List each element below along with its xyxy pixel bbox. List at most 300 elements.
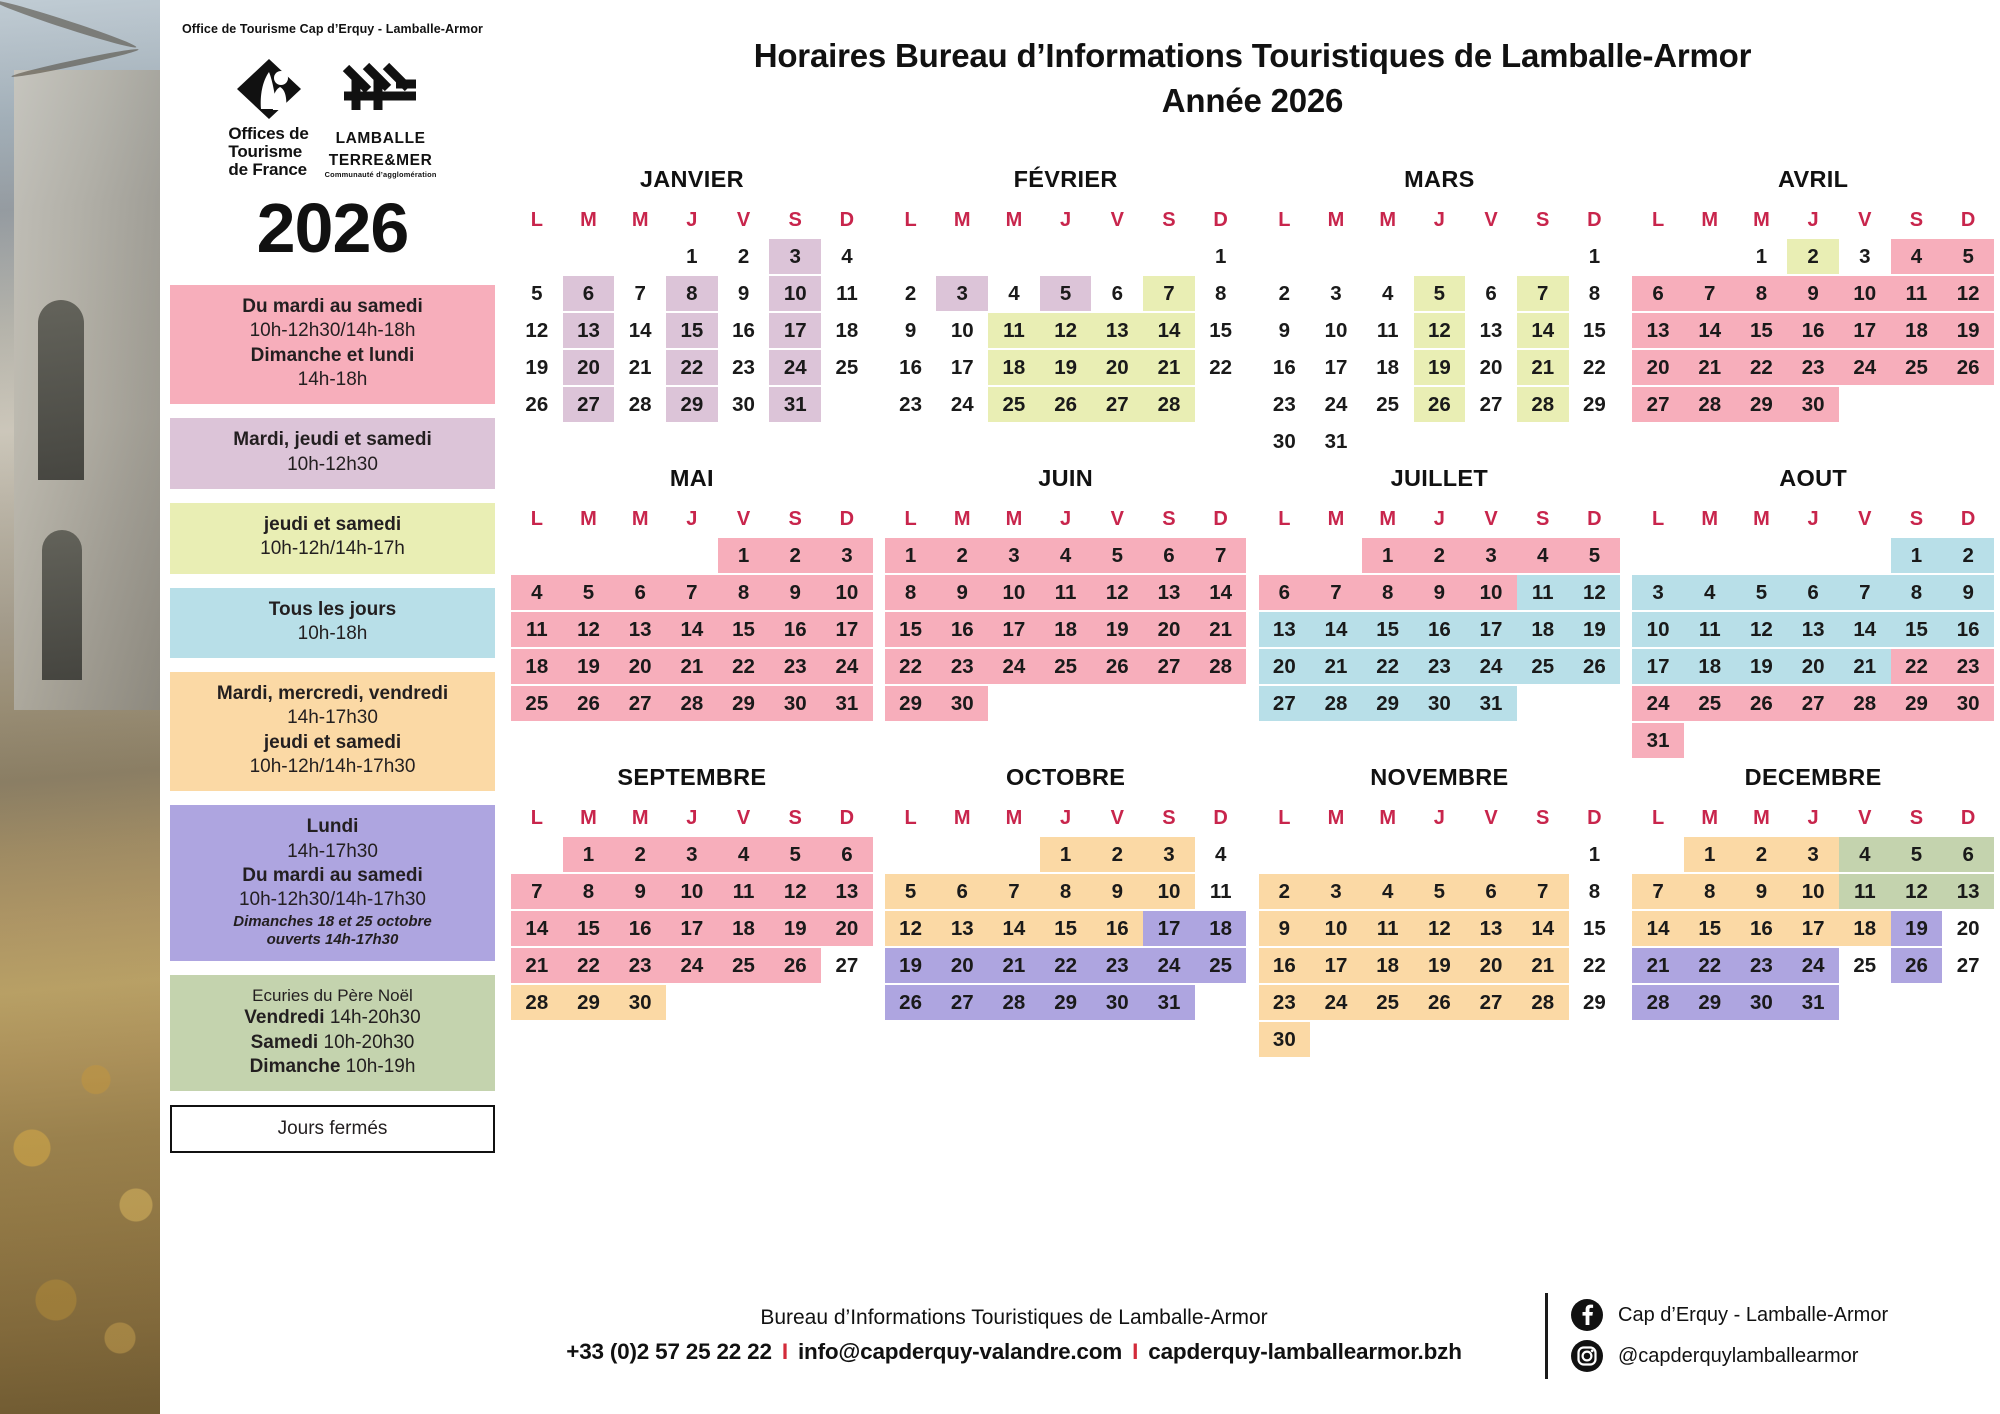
day-cell: 28 xyxy=(628,392,652,416)
day-cell: 13 xyxy=(1479,318,1503,342)
weekday-label: L xyxy=(1278,209,1291,231)
day-cell-pink: 6 xyxy=(821,837,873,872)
day-cell-pink: 12 xyxy=(1091,575,1143,610)
day-cell-purple: 18 xyxy=(1195,911,1247,946)
offices-tourisme-france-logo xyxy=(228,58,308,178)
day-cell-orange: 16 xyxy=(1736,911,1788,946)
day-cell-orange: 13 xyxy=(1465,911,1517,946)
day-cell-empty xyxy=(1195,985,1247,1020)
day-cell-orange: 28 xyxy=(511,985,563,1020)
day-cell-blue: 16 xyxy=(1414,612,1466,647)
day-cell: 18 xyxy=(835,318,859,342)
weekday-label: L xyxy=(904,508,917,530)
month-name: AOUT xyxy=(1779,465,1848,491)
day-cell-pink: 22 xyxy=(1891,649,1943,684)
day-cell-orange: 27 xyxy=(1465,985,1517,1020)
month-name: JUILLET xyxy=(1390,465,1489,491)
otf-line3: de France xyxy=(228,159,307,179)
day-cell-pink: 13 xyxy=(821,874,873,909)
day-cell-orange: 8 xyxy=(1684,874,1736,909)
day-cell: 15 xyxy=(1209,318,1233,342)
day-cell: 4 xyxy=(1008,281,1020,305)
day-cell-orange: 2 xyxy=(1736,837,1788,872)
day-cell-purple: 21 xyxy=(988,948,1040,983)
weekday-label: M xyxy=(631,209,649,231)
legend-day-hours: 10h-20h30 xyxy=(318,1031,415,1053)
day-cell-blue: 13 xyxy=(1259,612,1311,647)
day-cell-pink: 12 xyxy=(1942,276,1994,311)
day-cell-orange: 9 xyxy=(1736,874,1788,909)
day-cell-pink: 23 xyxy=(1787,350,1839,385)
day-cell-purple: 23 xyxy=(1091,948,1143,983)
legend-line: Ecuries du Père Noël xyxy=(252,985,413,1005)
day-cell-empty xyxy=(1839,538,1891,573)
month-février xyxy=(879,166,1253,459)
day-cell: 23 xyxy=(899,392,922,416)
day-cell-pink: 6 xyxy=(1143,538,1195,573)
day-cell-empty xyxy=(1684,538,1736,573)
day-cell: 19 xyxy=(525,355,549,379)
day-cell-empty xyxy=(1414,837,1466,872)
day-cell-pink: 11 xyxy=(1040,575,1092,610)
day-cell-empty xyxy=(1310,1022,1362,1057)
day-cell-pink: 9 xyxy=(614,874,666,909)
day-cell-pink: 28 xyxy=(1684,387,1736,422)
month-novembre xyxy=(1253,764,1627,1057)
instagram-row[interactable] xyxy=(1570,1339,2000,1373)
day-cell-yellow: 14 xyxy=(1517,313,1569,348)
days-grid xyxy=(1632,837,1994,1020)
weekday-label: J xyxy=(1060,209,1072,231)
weekday-label: J xyxy=(1807,508,1819,530)
day-cell-empty xyxy=(1632,538,1684,573)
day-cell-empty xyxy=(1465,837,1517,872)
day-cell-pink: 20 xyxy=(614,649,666,684)
day-cell-pink: 15 xyxy=(563,911,615,946)
day-cell-orange: 14 xyxy=(1632,911,1684,946)
day-cell-pink: 19 xyxy=(563,649,615,684)
day-cell-mauve: 6 xyxy=(563,276,615,311)
day-cell-pink: 5 xyxy=(1942,239,1994,274)
day-cell-empty xyxy=(718,985,770,1020)
weekday-label: S xyxy=(1162,209,1176,231)
day-cell: 9 xyxy=(904,318,917,342)
day-cell-blue: 7 xyxy=(1839,575,1891,610)
day-cell-mauve: 22 xyxy=(666,350,718,385)
day-cell-pink: 31 xyxy=(821,686,873,721)
day-cell-pink: 17 xyxy=(666,911,718,946)
day-cell-orange: 3 xyxy=(1143,837,1195,872)
month-name: NOVEMBRE xyxy=(1370,764,1509,790)
day-cell-empty xyxy=(1310,538,1362,573)
day-cell: 31 xyxy=(1324,429,1348,453)
day-cell: 26 xyxy=(525,392,549,416)
day-cell-blue: 8 xyxy=(1891,575,1943,610)
day-cell-orange: 24 xyxy=(1310,985,1362,1020)
weekday-label: M xyxy=(631,807,649,829)
day-cell: 27 xyxy=(1956,953,1980,977)
instagram-icon xyxy=(1570,1339,1604,1373)
weekday-label: J xyxy=(1060,807,1072,829)
day-cell-empty xyxy=(1891,723,1943,758)
day-cell-purple: 24 xyxy=(1143,948,1195,983)
weekday-label: L xyxy=(904,209,917,231)
day-cell-pink: 22 xyxy=(885,649,937,684)
weekday-label: L xyxy=(1651,209,1665,231)
weekday-label: M xyxy=(580,807,597,829)
legend-day-name: Dimanche xyxy=(249,1056,341,1077)
day-cell-yellow: 7 xyxy=(1143,276,1195,311)
autumn-leaves xyxy=(0,1034,160,1414)
day-cell-orange: 14 xyxy=(1517,911,1569,946)
day-cell-empty xyxy=(1517,686,1569,721)
day-cell-empty xyxy=(1891,985,1943,1020)
day-cell-pink: 3 xyxy=(1465,538,1517,573)
day-cell-empty xyxy=(988,837,1040,872)
lt-line1: LAMBALLE xyxy=(335,130,426,147)
day-cell-pink: 8 xyxy=(1736,276,1788,311)
day-cell-pink: 17 xyxy=(1839,313,1891,348)
footer-website[interactable]: capderquy-lamballearmor.bzh xyxy=(1148,1339,1462,1364)
footer-contact-line xyxy=(505,1339,1523,1365)
day-cell-orange: 3 xyxy=(1310,874,1362,909)
weekday-label: M xyxy=(1005,209,1023,231)
day-cell-empty xyxy=(769,985,821,1020)
day-cell-orange: 12 xyxy=(885,911,937,946)
day-cell-pink: 10 xyxy=(988,575,1040,610)
day-cell: 16 xyxy=(732,318,755,342)
day-cell-purple: 28 xyxy=(1632,985,1684,1020)
weekday-label: M xyxy=(953,209,971,231)
day-cell-mauve: 3 xyxy=(936,276,988,311)
legend-item-green xyxy=(170,975,495,1092)
day-cell-blue: 19 xyxy=(1569,612,1621,647)
day-cell-mauve: 31 xyxy=(769,387,821,422)
day-cell-pink: 15 xyxy=(885,612,937,647)
day-cell-pink: 19 xyxy=(1091,612,1143,647)
weekday-label: M xyxy=(1327,807,1345,829)
legend-line: 10h-12h30 xyxy=(287,453,378,475)
day-cell-pink: 2 xyxy=(769,538,821,573)
day-cell-orange: 18 xyxy=(1839,911,1891,946)
day-cell-empty xyxy=(1310,837,1362,872)
day-cell-pink: 12 xyxy=(769,874,821,909)
day-cell-empty xyxy=(1040,686,1092,721)
day-cell: 9 xyxy=(737,281,750,305)
legend-list xyxy=(170,285,495,1091)
day-cell-green: 6 xyxy=(1942,837,1994,872)
page-title xyxy=(505,0,2000,123)
day-cell-pink: 28 xyxy=(1839,686,1891,721)
day-cell: 11 xyxy=(836,281,858,305)
day-cell-blue: 10 xyxy=(1632,612,1684,647)
day-cell: 12 xyxy=(525,318,549,342)
weekday-header-row xyxy=(885,209,1247,232)
legend-line: Mardi, mercredi, vendredi xyxy=(216,683,449,705)
day-cell-empty xyxy=(936,837,988,872)
legend-item-yellow xyxy=(170,503,495,574)
day-cell: 8 xyxy=(1214,281,1227,305)
day-cell-pink: 18 xyxy=(1040,612,1092,647)
day-cell-mauve: 3 xyxy=(769,239,821,274)
weekday-label: M xyxy=(1379,209,1397,231)
closed-days-legend: Jours fermés xyxy=(170,1105,495,1153)
day-cell: 15 xyxy=(1582,916,1606,940)
day-cell: 1 xyxy=(1755,244,1768,268)
weekday-label: M xyxy=(1701,209,1719,231)
main-panel xyxy=(505,0,2000,1414)
day-cell-yellow: 25 xyxy=(988,387,1040,422)
day-cell-mauve: 17 xyxy=(769,313,821,348)
day-cell-pink: 1 xyxy=(885,538,937,573)
day-cell: 16 xyxy=(899,355,922,379)
days-grid xyxy=(885,239,1247,422)
day-cell: 29 xyxy=(1582,990,1606,1014)
legend-line: 10h-12h/14h-17h30 xyxy=(249,756,416,778)
legend-line xyxy=(178,1031,487,1055)
day-cell-blue: 4 xyxy=(1684,575,1736,610)
day-cell-pink: 6 xyxy=(1259,575,1311,610)
day-cell-blue: 28 xyxy=(1310,686,1362,721)
weekday-label: V xyxy=(736,807,751,829)
day-cell-yellow: 2 xyxy=(1787,239,1839,274)
day-cell-blue: 15 xyxy=(1362,612,1414,647)
day-cell-purple: 25 xyxy=(1195,948,1247,983)
facebook-row[interactable] xyxy=(1570,1298,2000,1332)
weekday-label: M xyxy=(1753,508,1770,530)
day-cell-pink: 25 xyxy=(511,686,563,721)
day-cell-mauve: 5 xyxy=(1040,276,1092,311)
weekday-label: M xyxy=(580,209,597,231)
day-cell-pink: 26 xyxy=(1942,350,1994,385)
footer-email[interactable]: info@capderquy-valandre.com xyxy=(797,1339,1123,1364)
day-cell-orange: 12 xyxy=(1414,911,1466,946)
day-cell-blue: 26 xyxy=(1569,649,1621,684)
day-cell-blue: 19 xyxy=(1736,649,1788,684)
day-cell: 8 xyxy=(1588,879,1601,903)
legend-day-hours: 14h-20h30 xyxy=(324,1007,421,1029)
weekday-label: D xyxy=(1587,209,1602,231)
footer-office-name: Bureau d’Informations Touristiques de Lamballe-Armor xyxy=(760,1306,1268,1329)
day-cell-orange: 19 xyxy=(1414,948,1466,983)
day-cell-blue: 6 xyxy=(1787,575,1839,610)
day-cell-blue: 14 xyxy=(1839,612,1891,647)
day-cell-empty xyxy=(1684,239,1736,274)
day-cell-pink: 30 xyxy=(1942,686,1994,721)
day-cell-orange: 4 xyxy=(1362,874,1414,909)
day-cell-empty xyxy=(1143,686,1195,721)
day-cell-purple: 26 xyxy=(1891,948,1943,983)
day-cell-pink: 23 xyxy=(614,948,666,983)
day-cell-empty xyxy=(936,239,988,274)
weekday-label: J xyxy=(1060,508,1072,530)
day-cell-pink: 29 xyxy=(718,686,770,721)
day-cell-empty xyxy=(563,538,615,573)
day-cell-blue: 2 xyxy=(1942,538,1994,573)
day-cell-pink: 14 xyxy=(1684,313,1736,348)
lt-subtitle: Communauté d’agglomération xyxy=(324,170,437,179)
day-cell-purple: 30 xyxy=(1091,985,1143,1020)
day-cell-pink: 22 xyxy=(563,948,615,983)
weekday-label: D xyxy=(1960,508,1976,530)
day-cell-orange: 2 xyxy=(1259,874,1311,909)
day-cell-orange: 15 xyxy=(1684,911,1736,946)
day-cell-pink: 9 xyxy=(1787,276,1839,311)
day-cell-pink: 5 xyxy=(563,575,615,610)
day-cell-yellow: 20 xyxy=(1091,350,1143,385)
day-cell: 25 xyxy=(835,355,859,379)
day-cell-orange: 7 xyxy=(988,874,1040,909)
day-cell: 16 xyxy=(1272,355,1296,379)
month-name: OCTOBRE xyxy=(1006,764,1126,790)
day-cell-blue: 20 xyxy=(1259,649,1311,684)
footer-phone[interactable]: +33 (0)2 57 25 22 22 xyxy=(566,1339,772,1364)
day-cell-empty xyxy=(1259,239,1311,274)
weekday-header-row xyxy=(885,807,1247,830)
day-cell: 29 xyxy=(1582,392,1606,416)
day-cell-pink: 24 xyxy=(666,948,718,983)
day-cell-blue: 12 xyxy=(1569,575,1621,610)
day-cell: 4 xyxy=(1214,842,1227,866)
weekday-label: L xyxy=(530,209,543,231)
day-cell-empty xyxy=(1259,837,1311,872)
day-cell-empty xyxy=(1040,239,1092,274)
day-cell-pink: 24 xyxy=(821,649,873,684)
day-cell-empty xyxy=(1091,686,1143,721)
day-cell-mauve: 13 xyxy=(563,313,615,348)
day-cell-yellow: 14 xyxy=(1143,313,1195,348)
day-cell-purple: 19 xyxy=(1891,911,1943,946)
day-cell-blue: 18 xyxy=(1684,649,1736,684)
weekday-header-row xyxy=(1632,807,1994,830)
month-decembre xyxy=(1626,764,2000,1057)
day-cell-pink: 23 xyxy=(936,649,988,684)
weekday-label: D xyxy=(839,807,855,829)
weekday-label: L xyxy=(1651,508,1665,530)
legend-item-pink xyxy=(170,285,495,404)
day-cell-pink: 14 xyxy=(1195,575,1247,610)
day-cell-pink: 4 xyxy=(1040,538,1092,573)
footer-contact xyxy=(505,1306,1523,1365)
day-cell-pink: 16 xyxy=(614,911,666,946)
day-cell-orange: 26 xyxy=(1414,985,1466,1020)
day-cell-yellow: 21 xyxy=(1517,350,1569,385)
day-cell-orange: 6 xyxy=(1465,874,1517,909)
day-cell-pink: 25 xyxy=(718,948,770,983)
day-cell-pink: 30 xyxy=(936,686,988,721)
day-cell-pink: 24 xyxy=(1632,686,1684,721)
legend-item-blue xyxy=(170,588,495,659)
day-cell: 22 xyxy=(1209,355,1233,379)
weekday-header-row xyxy=(1632,508,1994,531)
day-cell: 2 xyxy=(1278,281,1291,305)
legend-line: Mardi, jeudi et samedi xyxy=(233,429,432,451)
day-cell-purple: 27 xyxy=(936,985,988,1020)
weekday-label: V xyxy=(736,508,751,530)
day-cell-mauve: 15 xyxy=(666,313,718,348)
day-cell-pink: 27 xyxy=(1632,387,1684,422)
day-cell-pink: 2 xyxy=(936,538,988,573)
day-cell-pink: 16 xyxy=(769,612,821,647)
day-cell-empty xyxy=(614,538,666,573)
logos-row xyxy=(170,58,495,179)
day-cell-blue: 27 xyxy=(1259,686,1311,721)
otf-caption xyxy=(228,125,308,178)
day-cell: 30 xyxy=(732,392,755,416)
day-cell-pink: 27 xyxy=(614,686,666,721)
day-cell-blue: 25 xyxy=(1517,649,1569,684)
day-cell-blue: 22 xyxy=(1362,649,1414,684)
day-cell-pink: 23 xyxy=(1942,649,1994,684)
weekday-label: M xyxy=(1701,508,1719,530)
day-cell: 2 xyxy=(904,281,917,305)
day-cell-yellow: 13 xyxy=(1091,313,1143,348)
day-cell: 18 xyxy=(1376,355,1400,379)
day-cell-pink: 22 xyxy=(718,649,770,684)
day-cell-mauve: 10 xyxy=(769,276,821,311)
day-cell-blue: 5 xyxy=(1736,575,1788,610)
weekday-label: J xyxy=(686,807,698,829)
weekday-label: L xyxy=(1278,807,1291,829)
day-cell-pink: 4 xyxy=(718,837,770,872)
day-cell-pink: 29 xyxy=(1891,686,1943,721)
day-cell-pink: 22 xyxy=(1736,350,1788,385)
day-cell-empty xyxy=(1362,837,1414,872)
weekday-label: S xyxy=(788,508,802,530)
legend-line: Lundi xyxy=(306,816,359,838)
day-cell-pink: 30 xyxy=(769,686,821,721)
day-cell-pink: 11 xyxy=(1891,276,1943,311)
day-cell: 25 xyxy=(1376,392,1400,416)
church-window xyxy=(38,300,84,480)
month-octobre xyxy=(879,764,1253,1057)
weekday-header-row xyxy=(885,508,1247,531)
legend-item-orange xyxy=(170,672,495,791)
day-cell-orange: 9 xyxy=(1259,911,1311,946)
info-sidebar xyxy=(160,0,505,1414)
day-cell-pink: 9 xyxy=(1414,575,1466,610)
weekday-label: M xyxy=(1753,209,1770,231)
day-cell-pink: 7 xyxy=(1684,276,1736,311)
day-cell-empty xyxy=(1942,387,1994,422)
day-cell-pink: 26 xyxy=(1091,649,1143,684)
day-cell-yellow: 27 xyxy=(1091,387,1143,422)
day-cell-blue: 20 xyxy=(1787,649,1839,684)
day-cell: 6 xyxy=(1111,281,1123,305)
day-cell-yellow: 11 xyxy=(988,313,1040,348)
day-cell-empty xyxy=(1362,239,1414,274)
day-cell-purple: 26 xyxy=(885,985,937,1020)
day-cell-purple: 21 xyxy=(1632,948,1684,983)
day-cell-pink: 19 xyxy=(1942,313,1994,348)
organization-line: Office de Tourisme Cap d’Erquy - Lamballe-Armor xyxy=(181,22,484,36)
day-cell-mauve: 8 xyxy=(666,276,718,311)
title-line-1: Horaires Bureau d’Informations Touristiques de Lamballe-Armor xyxy=(753,37,1752,74)
day-cell-orange: 25 xyxy=(1362,985,1414,1020)
day-cell-blue: 11 xyxy=(1517,575,1569,610)
day-cell-pink: 4 xyxy=(1891,239,1943,274)
day-cell-blue: 17 xyxy=(1632,649,1684,684)
day-cell-empty xyxy=(511,538,563,573)
legend-line: Dimanche et lundi xyxy=(250,344,415,366)
day-cell-orange: 14 xyxy=(988,911,1040,946)
weekday-header-row xyxy=(1259,807,1621,830)
day-cell-yellow: 19 xyxy=(1414,350,1466,385)
day-cell-blue: 11 xyxy=(1684,612,1736,647)
month-janvier xyxy=(505,166,879,459)
day-cell-empty xyxy=(1736,723,1788,758)
day-cell-blue: 13 xyxy=(1787,612,1839,647)
